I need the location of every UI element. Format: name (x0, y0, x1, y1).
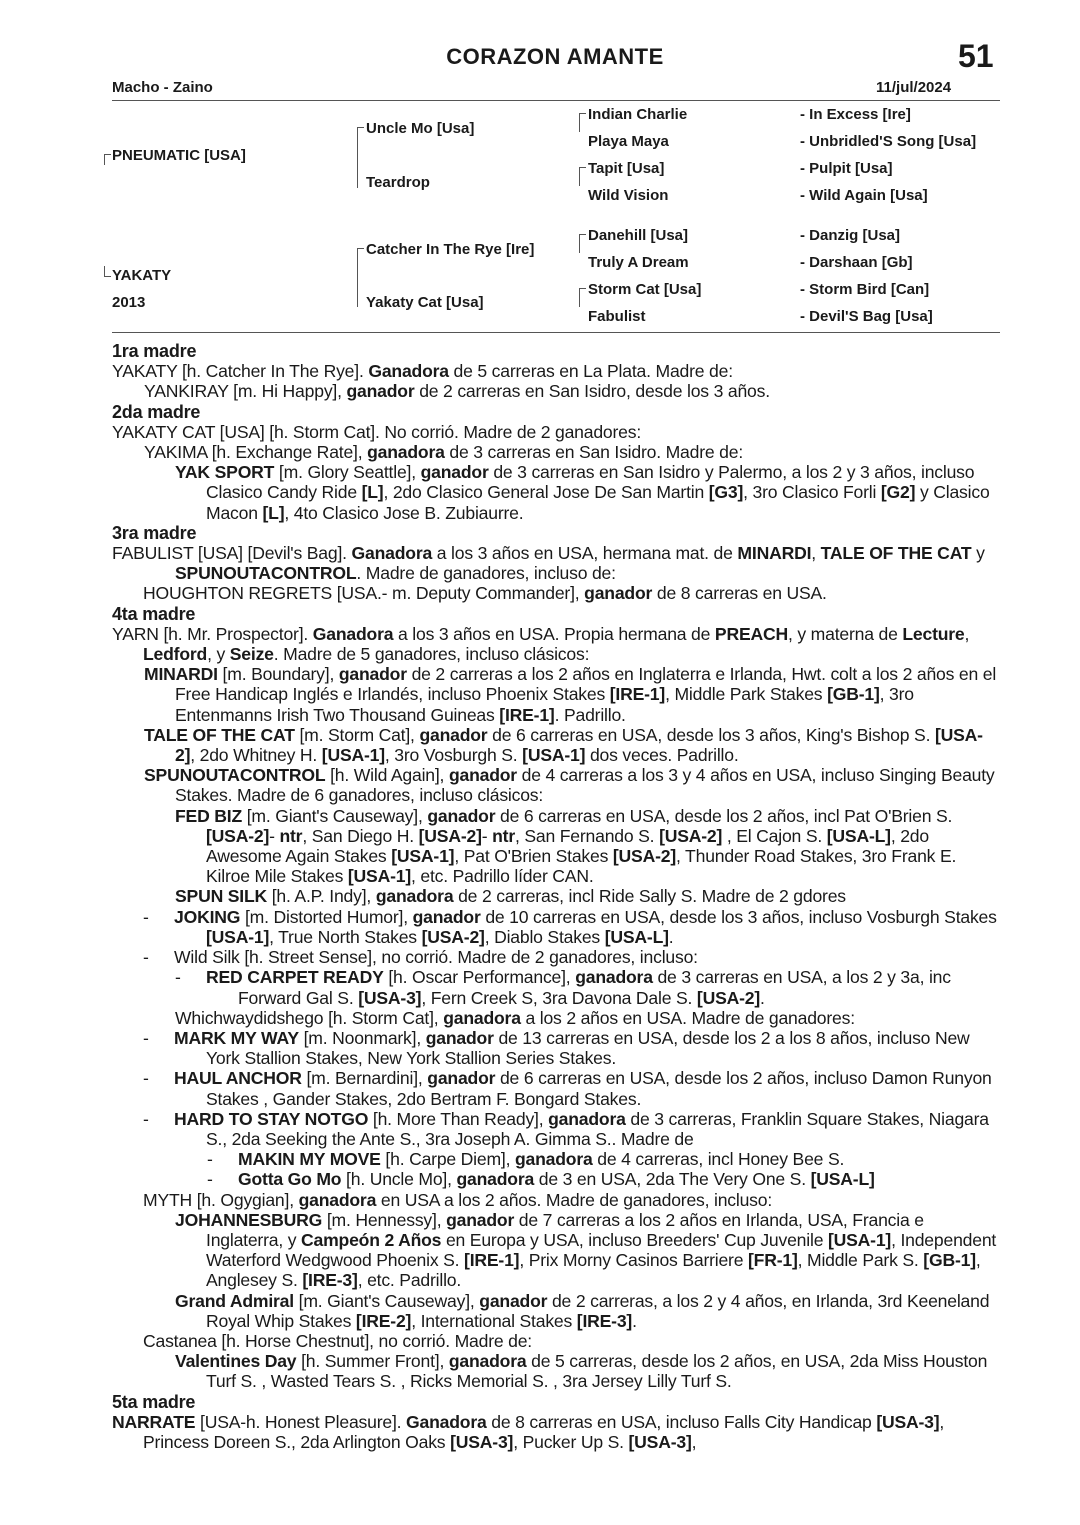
dash: - (175, 967, 181, 988)
entry: YAK SPORT [m. Glory Seattle], ganador de 3 carreras en San Isidro y Palermo, a los 2 y 3 años, incluso Clasico Candy Ride [L], 2do Clasico General Jose De San Martin [G3], 3ro Clasico Forli [G2] y Clasico Macon [L], 4to Clasico Jose B. Zubiaurre. (175, 462, 990, 523)
pedigree-bracket (579, 234, 586, 253)
entry: YAKATY CAT [USA] [h. Storm Cat]. No corrió. Madre de 2 ganadores: (112, 421, 642, 442)
entry: YAKATY [h. Catcher In The Rye]. Ganadora de 5 carreras en La Plata. Madre de: (112, 361, 733, 382)
gen3-5: Danehill [Usa] (588, 227, 689, 244)
pedigree-bracket (579, 113, 586, 132)
pedigree-bracket (579, 288, 586, 307)
entry: YAKIMA [h. Exchange Rate], ganadora de 3 carreras en San Isidro. Madre de: (144, 442, 744, 463)
section-heading: 2da madre (112, 401, 201, 422)
entry: SPUN SILK [h. A.P. Indy], ganadora de 2 carreras, incl Ride Sally S. Madre de 2 gdores (175, 886, 846, 907)
pedigree-bracket (104, 154, 111, 165)
dash: - (207, 1169, 213, 1190)
dash: - (143, 947, 149, 968)
entry: Grand Admiral [m. Giant's Causeway], ganador de 2 carreras, a los 2 y 4 años, en Irlanda, 3rd Keeneland Royal Whip Stakes [IRE-2], International Stakes [IRE-3]. (175, 1290, 990, 1331)
pedigree-rule (112, 332, 1000, 333)
gen4-2: - Unbridled'S Song [Usa] (800, 133, 977, 150)
dash: - (143, 1108, 149, 1129)
female-family-text (112, 341, 1002, 1452)
gen3-8: Fabulist (588, 308, 646, 325)
entry: MYTH [h. Ogygian], ganadora en USA a los 2 años. Madre de ganadores, incluso: (143, 1189, 773, 1210)
entry: SPUNOUTACONTROL [h. Wild Again], ganador de 4 carreras a los 3 y 4 años en USA, incluso Singing Beauty Stakes. Madre de 6 ganadores, incluso clásicos: (144, 765, 995, 806)
section-heading: 5ta madre (112, 1391, 196, 1412)
pedigree-bracket (104, 266, 111, 277)
gen4-5: - Danzig [Usa] (800, 227, 901, 244)
entry: HOUGHTON REGRETS [USA.- m. Deputy Commander], ganador de 8 carreras en USA. (143, 583, 827, 604)
gen3-6: Truly A Dream (588, 254, 689, 271)
entry: FABULIST [USA] [Devil's Bag]. Ganadora a los 3 años en USA, hermana mat. de MINARDI, TALE OF THE CAT y SPUNOUTACONTROL. Madre de ganadores, incluso de: (112, 543, 985, 584)
gen4-8: - Devil'S Bag [Usa] (800, 308, 933, 325)
entry: Castanea [h. Horse Chestnut], no corrió. Madre de: (143, 1330, 532, 1351)
entry: - HARD TO STAY NOTGO [h. More Than Ready], ganadora de 3 carreras, Franklin Square Stakes, Niagara S., 2da Seeking the Ante S., 3ra Joseph A. Gimma S.. Madre de (143, 1108, 989, 1149)
header-rule (112, 100, 1000, 101)
entry: NARRATE [USA-h. Honest Pleasure]. Ganadora de 8 carreras en USA, incluso Falls City Handicap [USA-3], Princess Doreen S., 2da Arlington Oaks [USA-3], Pucker Up S. [USA-3], (112, 1411, 945, 1452)
section-heading: 3ra madre (112, 522, 197, 543)
lot-number: 51 (958, 38, 994, 74)
gen3-7: Storm Cat [Usa] (588, 281, 702, 298)
pedigree-bracket (579, 167, 586, 186)
entry: Whichwaydidshego [h. Storm Cat], ganadora a los 2 años en USA. Madre de ganadores: (175, 1007, 855, 1028)
sire-dam: Teardrop (366, 174, 430, 191)
horse-name-title: CORAZON AMANTE (446, 44, 664, 69)
entry: TALE OF THE CAT [m. Storm Cat], ganador de 6 carreras en USA, desde los 3 años, King's Bishop S. [USA-2], 2do Whitney H. [USA-1], 3ro Vosburgh S. [USA-1] dos veces. Padrillo. (144, 724, 983, 766)
section-heading: 1ra madre (112, 341, 197, 361)
gen4-7: - Storm Bird [Can] (800, 281, 930, 298)
gen3-2: Playa Maya (588, 133, 669, 150)
entry: FED BIZ [m. Giant's Causeway], ganador de 6 carreras en USA, desde los 2 años, incl Pat O'Brien S. [USA-2]- ntr, San Diego H. [USA-2]- ntr, San Fernando S. [USA-2] , El Cajon S. [USA-L], 2do Awesome Again Stakes [USA-1], Pat O'Brien Stakes [USA-2], Thunder Road Stakes, 3ro Frank E. Kilroe Mile Stakes [USA-1], etc. Padrillo líder CAN. (175, 805, 957, 887)
pedigree-bracket (357, 127, 364, 188)
gen3-1: Indian Charlie (588, 106, 688, 123)
dash: - (143, 1068, 149, 1089)
gen4-6: - Darshaan [Gb] (800, 254, 913, 271)
dash: - (207, 1149, 213, 1170)
entry: YANKIRAY [m. Hi Happy], ganador de 2 carreras en San Isidro, desde los 3 años. (144, 381, 770, 402)
sale-date: 11/jul/2024 (876, 79, 952, 96)
entry: - HAUL ANCHOR [m. Bernardini], ganador de 6 carreras en USA, desde los 2 años, incluso Damon Runyon Stakes , Gander Stakes, 2do Bertram F. Bongard Stakes. (143, 1068, 992, 1109)
dash: - (143, 1027, 149, 1048)
sire-sire: Uncle Mo [Usa] (366, 120, 475, 137)
sire-name: PNEUMATIC [USA] (112, 147, 246, 164)
entry: - RED CARPET READY [h. Oscar Performance], ganadora de 3 carreras en USA, a los 2 y 3a, inc Forward Gal S. [USA-3], Fern Creek S, 3ra Davona Dale S. [USA-2]. (175, 967, 951, 1008)
entry: MINARDI [m. Boundary], ganador de 2 carreras a los 2 años en Inglaterra e Irlanda, Hwt. colt a los 2 años en el Free Handicap Inglés e Irlandés, incluso Phoenix Stakes [IRE-1], Middle Park Stakes [GB-1], 3ro Entenmanns Irish Two Thousand Guineas [IRE-1]. Padrillo. (144, 664, 997, 725)
entry: JOHANNESBURG [m. Hennessy], ganador de 7 carreras a los 2 años en Irlanda, USA, Francia e Inglaterra, y Campeón 2 Años en Europa y USA, incluso Breeders' Cup Juvenile [USA-1], Independent Waterford Wedgwood Phoenix S. [IRE-1], Prix Morny Casinos Barriere [FR-1], Middle Park S. [GB-1], Anglesey S. [IRE-3], etc. Padrillo. (175, 1209, 997, 1291)
dam-dam: Yakaty Cat [Usa] (366, 294, 484, 311)
gen4-4: - Wild Again [Usa] (800, 187, 928, 204)
section-heading: 4ta madre (112, 603, 196, 624)
pedigree-bracket (357, 248, 364, 307)
dash: - (143, 906, 149, 927)
gen4-3: - Pulpit [Usa] (800, 160, 893, 177)
entry: - Gotta Go Mo [h. Uncle Mo], ganadora de 3 en USA, 2da The Very One S. [USA-L] (207, 1169, 875, 1190)
entry: Valentines Day [h. Summer Front], ganadora de 5 carreras, desde los 2 años, en USA, 2da Miss Houston Turf S. , Wasted Tears S. , Ricks Memorial S. , 3ra Jersey Lilly Turf S. (175, 1351, 988, 1392)
entry: - MARK MY WAY [m. Noonmark], ganador de 13 carreras en USA, desde los 2 a los 8 años, incluso New York Stallion Stakes, New York Stallion Series Stakes. (143, 1027, 970, 1069)
sex-color: Macho - Zaino (112, 79, 213, 96)
gen3-4: Wild Vision (588, 187, 669, 204)
entry: - JOKING [m. Distorted Humor], ganador de 10 carreras en USA, desde los 3 años, incluso Vosburgh Stakes [USA-1], True North Stakes [USA-2], Diablo Stakes [USA-L]. (143, 906, 997, 947)
entry: - MAKIN MY MOVE [h. Carpe Diem], ganadora de 4 carreras, incl Honey Bee S. (207, 1149, 845, 1170)
gen4-1: - In Excess [Ire] (800, 106, 911, 123)
entry: - Wild Silk [h. Street Sense], no corrió. Madre de 2 ganadores, incluso: (143, 947, 698, 968)
dam-year: 2013 (112, 294, 146, 311)
dam-name: YAKATY (112, 267, 172, 284)
gen3-3: Tapit [Usa] (588, 160, 665, 177)
entry: YARN [h. Mr. Prospector]. Ganadora a los 3 años en USA. Propia hermana de PREACH, y materna de Lecture, Ledford, y Seize. Madre de 5 ganadores, incluso clásicos: (112, 623, 970, 665)
dam-sire: Catcher In The Rye [Ire] (366, 241, 535, 258)
